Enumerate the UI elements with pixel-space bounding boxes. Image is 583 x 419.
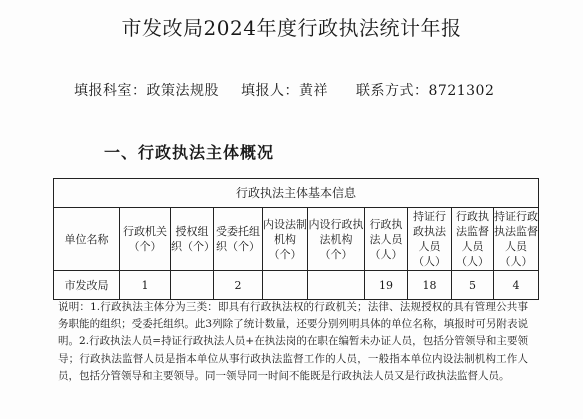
table-notes: 说明：1.行政执法主体分为三类：即具有行政执法权的行政机关；法律、法规授权的具有管理公共事务职能的组织；受委托组织。此3列除了统计数量，还要分别列明具体的单位名称，填报时可另附表说明。2.行政执法人员=持证行政执法人员+在执法岗的在职在编暂未办证人员，包括分管领导和主要领导；行政执法监督人员是指本单位从事行政执法监督工作的人员，一般指本单位内设法制机构工作人员，包括分管领导和主要领导。同一领导同一时间不能既是行政执法人员又是行政执法监督人员。 — [58, 301, 528, 382]
contact-value: 8721302 — [428, 83, 495, 99]
reporter-value: 黄祥 — [299, 83, 328, 99]
unit-name-cell: 市发改局 — [54, 271, 120, 300]
table-header-row — [54, 208, 539, 271]
enforcement-subject-table — [53, 178, 539, 300]
header-cell: 授权组织（个） — [171, 208, 214, 271]
header-cell: 受委托组织（个） — [214, 208, 263, 271]
table-cell: 18 — [408, 271, 452, 300]
table-cell — [263, 271, 308, 300]
table-cell: 4 — [494, 271, 539, 300]
contact-label: 联系方式： — [356, 83, 429, 99]
table-cell — [171, 271, 214, 300]
dept-label: 填报科室： — [74, 83, 147, 99]
header-cell: 单位名称 — [54, 208, 120, 271]
header-cell: 内设行政执法机构（个） — [308, 208, 365, 271]
report-title: 市发改局2024年度行政执法统计年报 — [121, 16, 462, 40]
table-cell: 2 — [214, 271, 263, 300]
header-cell: 行政执法监督人员（人） — [452, 208, 494, 271]
table-row — [54, 271, 539, 300]
reporter-label: 填报人： — [241, 83, 299, 99]
header-cell: 持证行政执法监督人员（人） — [494, 208, 539, 271]
table-cell: 5 — [452, 271, 494, 300]
table-cell — [308, 271, 365, 300]
header-cell: 行政执法人员（人） — [365, 208, 408, 271]
section-heading: 一、行政执法主体概况 — [104, 143, 275, 162]
header-cell: 持证行政执法人员（人） — [408, 208, 452, 271]
table-caption: 行政执法主体基本信息 — [54, 179, 539, 208]
dept-value: 政策法规股 — [146, 83, 219, 99]
header-cell: 行政机关（个） — [120, 208, 171, 271]
report-meta — [74, 80, 494, 100]
table-cell: 19 — [365, 271, 408, 300]
header-cell: 内设法制机构（个） — [263, 208, 308, 271]
table-cell: 1 — [120, 271, 171, 300]
